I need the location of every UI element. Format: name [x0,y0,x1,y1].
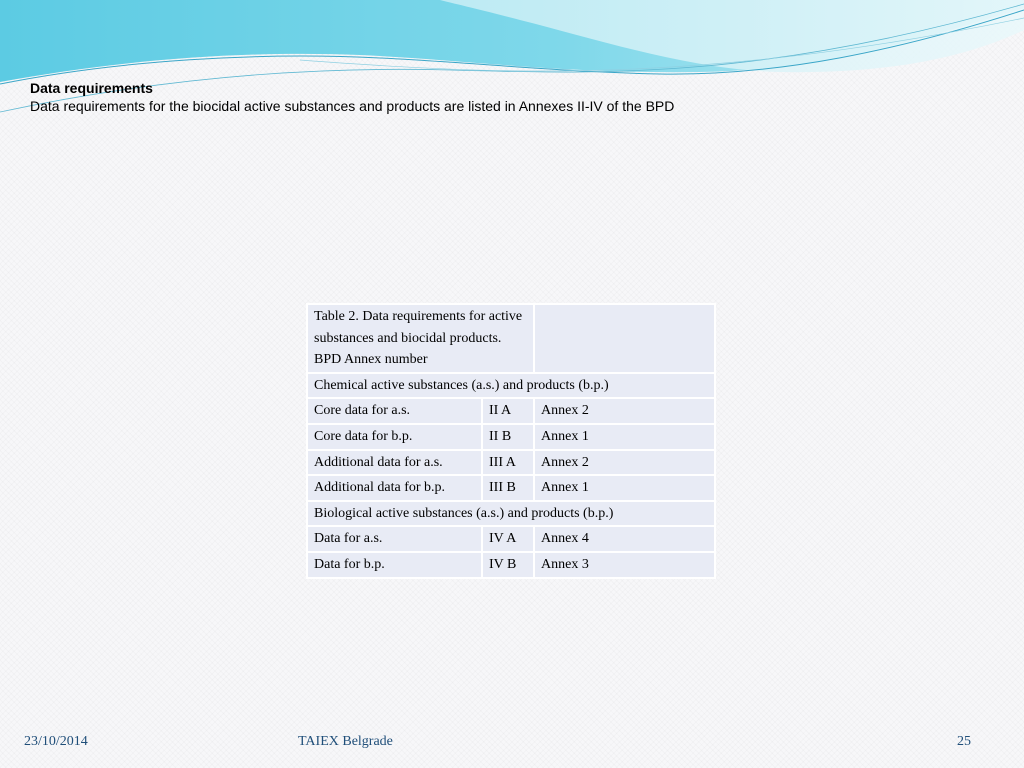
table-row [307,398,715,424]
table-row [307,450,715,476]
table-cell-ref: Annex 1 [534,475,715,501]
table-cell-label: Data for b.p. [307,552,482,578]
table-cell-ref: Annex 1 [534,424,715,450]
table-cell-label: Core data for a.s. [307,398,482,424]
table-cell-annex: IV A [482,526,534,552]
slide-text [30,79,990,115]
table-group-row [307,501,715,527]
table-group-title: Biological active substances (a.s.) and products (b.p.) [307,501,715,527]
footer-page-number: 25 [957,734,971,749]
table-caption-row [307,304,715,373]
annex-table-container [306,303,716,579]
table-cell-annex: III A [482,450,534,476]
table-cell-label: Additional data for a.s. [307,450,482,476]
table-row [307,424,715,450]
table-cell-annex: II B [482,424,534,450]
table-blank-cell [534,304,715,373]
table-row [307,475,715,501]
table-cell-label: Data for a.s. [307,526,482,552]
table-cell-label: Additional data for b.p. [307,475,482,501]
table-group-title: Chemical active substances (a.s.) and products (b.p.) [307,373,715,399]
slide-heading: Data requirements [30,80,153,96]
table-cell-annex: IV B [482,552,534,578]
table-cell-ref: Annex 3 [534,552,715,578]
table-group-row [307,373,715,399]
table-cell-annex: III B [482,475,534,501]
slide-intro: Data requirements for the biocidal active substances and products are listed in Annexes II-IV of the BPD [30,98,675,114]
table-cell-ref: Annex 4 [534,526,715,552]
table-caption: Table 2. Data requirements for active substances and biocidal products. BPD Annex number [307,304,534,373]
table-cell-annex: II A [482,398,534,424]
table-cell-label: Core data for b.p. [307,424,482,450]
table-cell-ref: Annex 2 [534,398,715,424]
annex-table [306,303,716,579]
table-row [307,526,715,552]
table-cell-ref: Annex 2 [534,450,715,476]
footer-date: 23/10/2014 [24,734,88,749]
table-row [307,552,715,578]
footer-event: TAIEX Belgrade [298,734,393,749]
